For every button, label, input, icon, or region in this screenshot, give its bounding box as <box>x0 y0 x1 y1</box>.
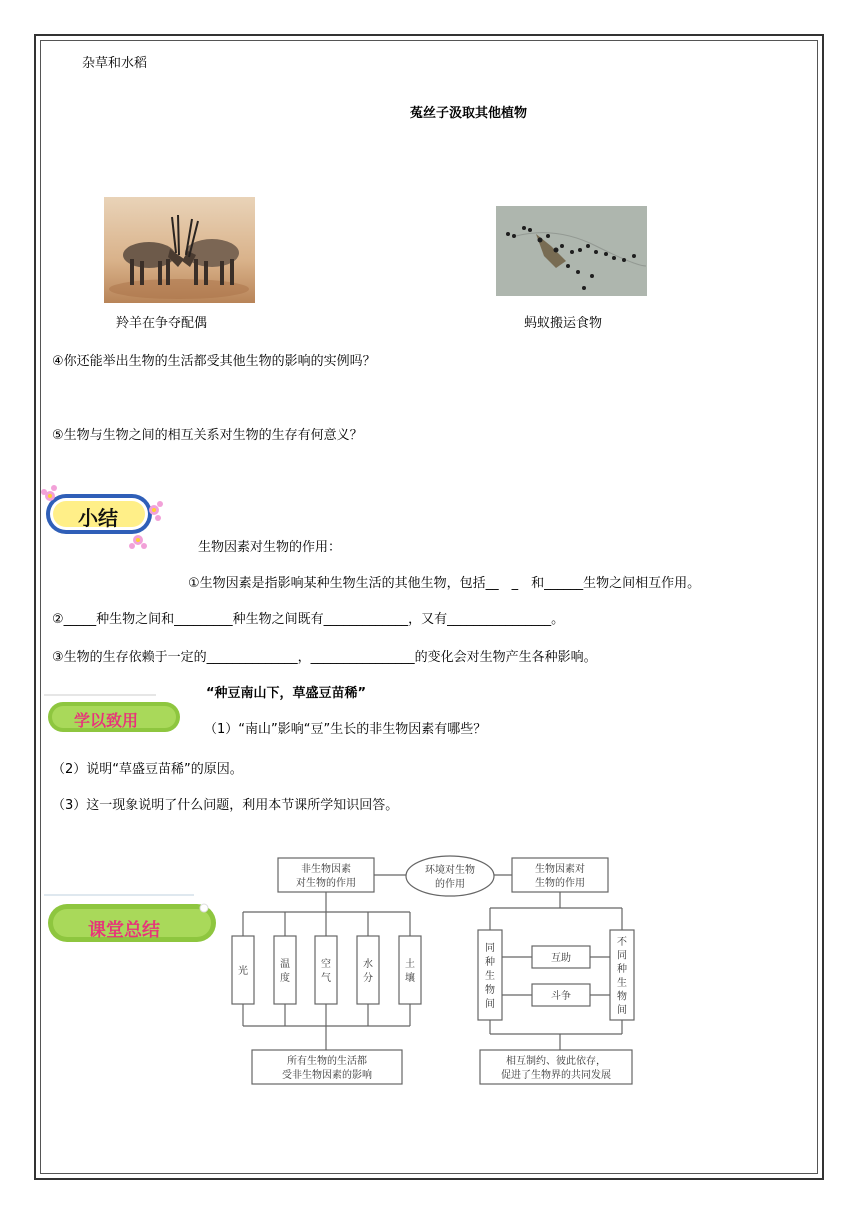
summary-line-1: ①生物因素是指影响某种生物生活的其他生物，包括__ _ 和______生物之间相互作用。 <box>188 576 701 591</box>
apply-badge <box>44 692 184 736</box>
diff-species-char: 间 <box>617 1005 627 1017</box>
class-summary-diagram <box>228 854 648 1090</box>
left-title-line-2: 对生物的作用 <box>296 878 356 889</box>
center-title-line-2: 的作用 <box>435 879 465 890</box>
right-title-line-2: 生物的作用 <box>535 878 585 889</box>
factor-0-char: 光 <box>238 966 248 977</box>
right-title-line-1: 生物因素对 <box>535 864 585 875</box>
summary-line-2: ②_____种生物之间和_________种生物之间既有_____________，又有________________。 <box>52 612 565 627</box>
apply-question-3: （3）这一现象说明了什么问题，利用本节课所学知识回答。 <box>52 798 399 813</box>
question-5: ⑤生物与生物之间的相互关系对生物的生存有何意义？ <box>52 428 363 443</box>
left-title-line-1: 非生物因素 <box>301 864 351 875</box>
right-bottom-line-2: 促进了生物界的共同发展 <box>501 1070 611 1081</box>
factor-2-char: 气 <box>321 973 331 984</box>
factor-3-char: 水 <box>363 959 373 970</box>
summary-badge <box>40 480 164 552</box>
class-summary-badge-label: 课堂总结 <box>88 920 160 941</box>
factor-1-char: 度 <box>280 973 290 984</box>
same-species-char: 种 <box>485 957 495 968</box>
diff-species-char: 不 <box>617 936 627 948</box>
same-species-char: 同 <box>485 943 495 954</box>
same-species-char: 间 <box>485 999 495 1010</box>
diff-species-char: 同 <box>617 950 627 962</box>
diff-species-char: 物 <box>617 991 627 1003</box>
summary-heading: 生物因素对生物的作用： <box>198 540 342 555</box>
oryx-photo <box>104 197 255 303</box>
diff-species-char: 种 <box>617 964 627 976</box>
apply-badge-label: 学以致用 <box>74 711 139 730</box>
mutual-help-label: 互助 <box>551 953 571 964</box>
caption-dodder: 菟丝子汲取其他植物 <box>410 106 528 121</box>
center-title-line-1: 环境对生物 <box>425 865 475 876</box>
left-bottom-line-1: 所有生物的生活都 <box>287 1056 367 1067</box>
apply-poem: “种豆南山下，草盛豆苗稀” <box>206 686 367 701</box>
caption-oryx: 羚羊在争夺配偶 <box>116 316 208 331</box>
factor-2-char: 空 <box>321 959 331 970</box>
summary-badge-label: 小结 <box>78 506 118 530</box>
apply-question-1: （1）“南山”影响“豆”生长的非生物因素有哪些？ <box>204 722 487 737</box>
same-species-char: 生 <box>485 971 495 982</box>
caption-ants: 蚂蚁搬运食物 <box>524 316 603 331</box>
factor-4-char: 壤 <box>405 973 415 984</box>
right-bottom-line-1: 相互制约、彼此依存， <box>506 1056 606 1067</box>
ants-photo <box>496 206 647 296</box>
question-4: ④你还能举出生物的生活都受其他生物的影响的实例吗？ <box>52 354 376 369</box>
factor-1-char: 温 <box>280 959 290 970</box>
factor-4-char: 土 <box>405 959 415 970</box>
left-bottom-line-2: 受非生物因素的影响 <box>282 1070 372 1081</box>
same-species-char: 物 <box>485 985 495 996</box>
class-summary-badge <box>44 890 220 946</box>
factor-3-char: 分 <box>363 973 373 984</box>
struggle-label: 斗争 <box>551 991 571 1002</box>
summary-line-3: ③生物的生存依赖于一定的______________，________________的变化会对生物产生各种影响。 <box>52 650 597 665</box>
diff-species-char: 生 <box>617 977 627 989</box>
caption-weeds-rice: 杂草和水稻 <box>82 56 148 71</box>
apply-question-2: （2）说明“草盛豆苗稀”的原因。 <box>52 762 243 777</box>
